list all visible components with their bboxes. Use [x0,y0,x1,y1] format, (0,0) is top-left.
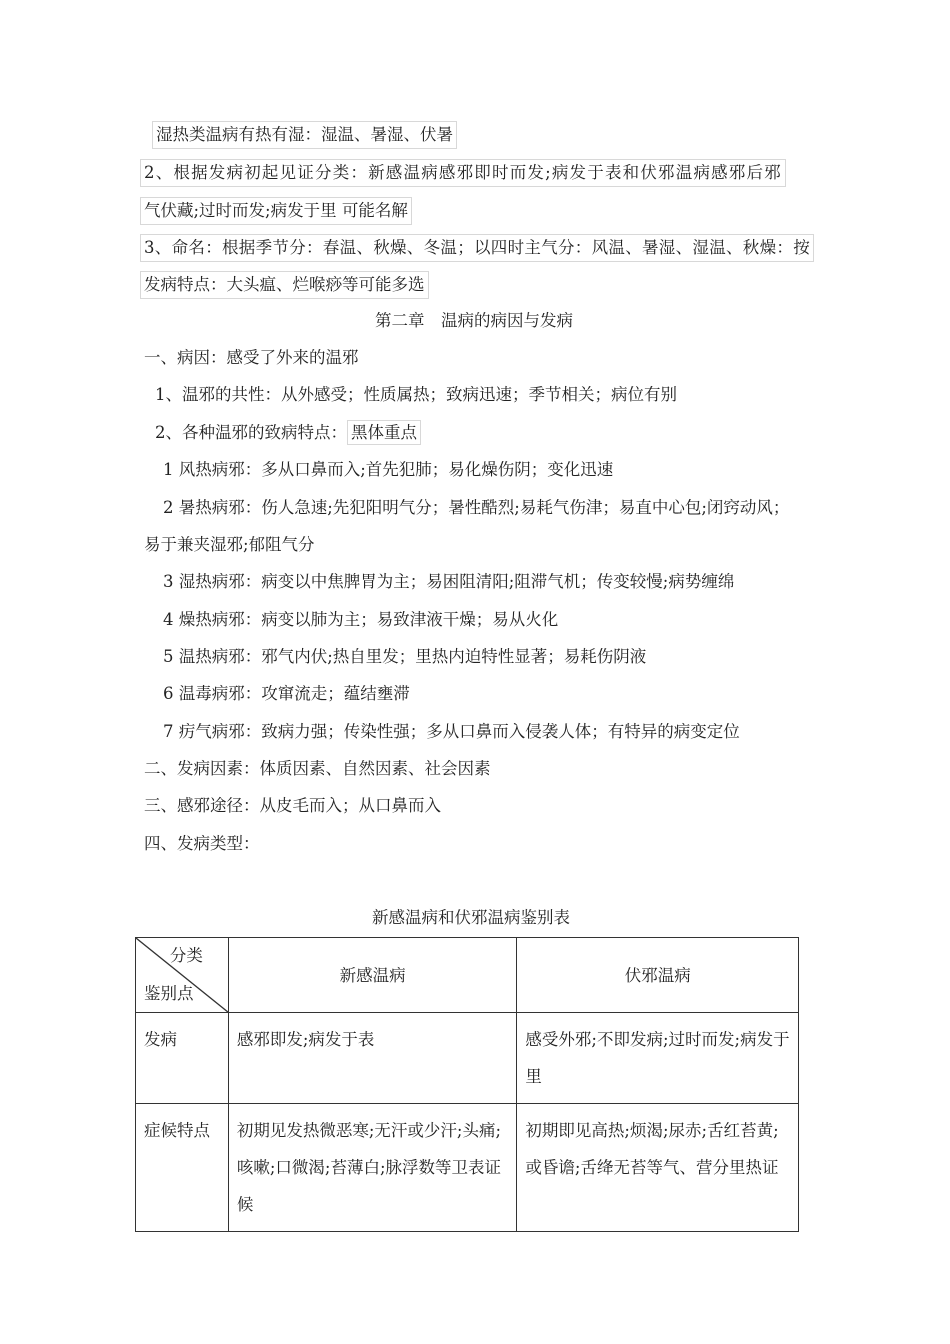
row-label: 症候特点 [136,1104,229,1232]
text-line: 7 疠气病邪：致病力强；传染性强；多从口鼻而入侵袭人体；有特异的病变定位 [163,722,740,741]
table-cell: 初期即见高热;烦渴;尿赤;舌红苔黄;或昏谵;舌绛无苔等气、营分里热证 [517,1104,799,1232]
text-line: 1 风热病邪：多从口鼻而入;首先犯肺；易化燥伤阴；变化迅速 [163,460,614,479]
text-line: 2 暑热病邪：伤人急速;先犯阳明气分；暑性酷烈;易耗气伤津；易直中心包;闭窍动风； [163,498,790,517]
text-line: 易于兼夹湿邪;郁阻气分 [144,535,315,554]
column-header: 伏邪温病 [517,938,799,1013]
text-line: 6 温毒病邪：攻窜流走；蕴结壅滞 [163,684,410,703]
text-line: 1、温邪的共性：从外感受；性质属热；致病迅速；季节相关；病位有别 [155,385,677,404]
text-line: 5 温热病邪：邪气内伏;热自里发；里热内迫特性显著；易耗伤阴液 [163,647,647,666]
table-title: 新感温病和伏邪温病鉴别表 [372,908,570,927]
section-heading: 二、发病因素：体质因素、自然因素、社会因素 [144,759,491,778]
table-cell: 初期见发热微恶寒;无汗或少汗;头痛;咳嗽;口微渴;苔薄白;脉浮数等卫表证候 [228,1104,517,1232]
corner-bottom: 鉴别点 [144,984,194,1003]
text-line [155,422,421,444]
corner-top: 分类 [169,946,203,965]
comparison-table [135,937,799,1232]
table-cell: 感邪即发;病发于表 [228,1013,517,1104]
table-header-row [136,938,799,1013]
row-label: 发病 [136,1013,229,1104]
section-heading: 一、病因：感受了外来的温邪 [144,348,359,367]
table-row [136,1013,799,1104]
text-line: 发病特点：大头瘟、烂喉痧等可能多选 [140,271,429,299]
highlight-box: 黑体重点 [347,420,421,445]
text-line: 4 燥热病邪：病变以肺为主；易致津液干燥；易从火化 [163,610,559,629]
text-line: 2、根据发病初起见证分类：新感温病感邪即时而发;病发于表和伏邪温病感邪后邪 [140,159,786,187]
column-header: 新感温病 [228,938,517,1013]
corner-cell [136,938,229,1013]
chapter-heading: 第二章 温病的病因与发病 [375,311,573,330]
text-line: 湿热类温病有热有湿：湿温、暑湿、伏暑 [152,121,457,149]
text-span: 2、各种温邪的致病特点： [155,423,347,442]
text-line: 气伏藏;过时而发;病发于里 可能名解 [140,197,412,225]
section-heading: 四、发病类型： [144,834,260,853]
table-row [136,1104,799,1232]
text-line: 3 湿热病邪：病变以中焦脾胃为主；易困阻清阳;阻滞气机；传变较慢;病势缠绵 [163,572,735,591]
text-line: 3、命名：根据季节分：春温、秋燥、冬温；以四时主气分：风温、暑湿、湿温、秋燥：按 [140,234,814,262]
table-cell: 感受外邪;不即发病;过时而发;病发于里 [517,1013,799,1104]
section-heading: 三、感邪途径：从皮毛而入；从口鼻而入 [144,796,441,815]
